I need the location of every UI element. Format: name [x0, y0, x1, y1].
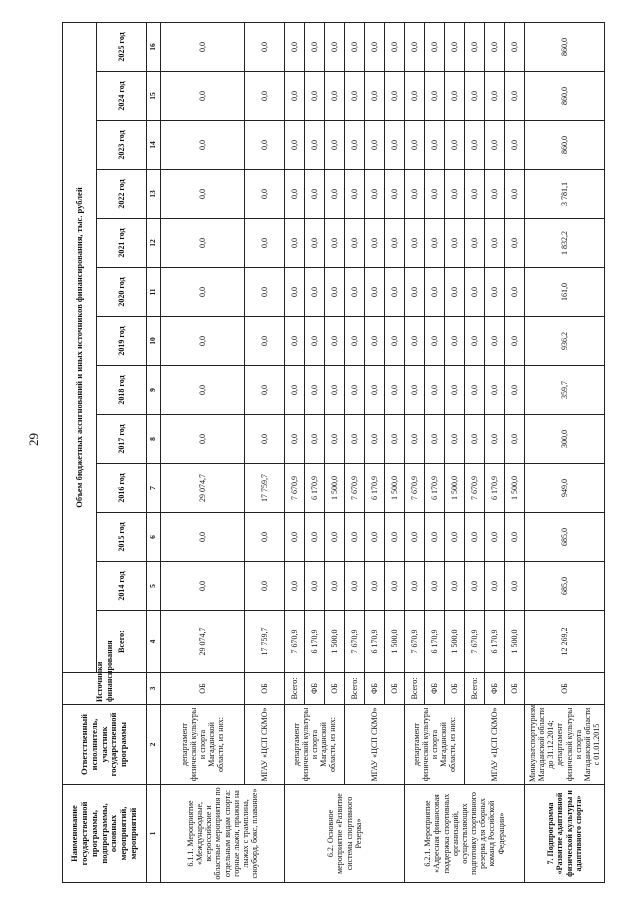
- row-year-value: 0,0: [505, 121, 525, 170]
- row-year-value: 0,0: [445, 415, 465, 464]
- row-year-value: 0,0: [161, 513, 245, 562]
- row-year-value: 0,0: [445, 366, 465, 415]
- row-year-value: 300,0: [525, 415, 605, 464]
- row-year-value: 0,0: [385, 317, 405, 366]
- header-year: 2017 год: [97, 415, 147, 464]
- row-year-value: 0,0: [245, 513, 285, 562]
- row-year-value: 0,0: [465, 219, 485, 268]
- row-total: 7 670,9: [405, 611, 425, 673]
- column-number-cell: 1: [147, 785, 161, 883]
- row-year-value: 0,0: [465, 513, 485, 562]
- row-total: 1 500,0: [385, 611, 405, 673]
- row-year-value: 17 759,7: [245, 464, 285, 513]
- row-year-value: 0,0: [445, 268, 465, 317]
- row-year-value: 0,0: [345, 121, 365, 170]
- row-total: 1 500,0: [505, 611, 525, 673]
- row-year-value: 0,0: [285, 72, 305, 121]
- row-year-value: 0,0: [385, 366, 405, 415]
- row-year-value: 0,0: [245, 317, 285, 366]
- row-year-value: 0,0: [245, 22, 285, 71]
- row-source: ОБ: [385, 673, 405, 705]
- row-year-value: 0,0: [505, 22, 525, 71]
- row-year-value: 0,0: [405, 121, 425, 170]
- row-year-value: 685,0: [525, 513, 605, 562]
- table-row: [345, 22, 365, 882]
- row-year-value: 0,0: [345, 219, 365, 268]
- row-year-value: 0,0: [285, 22, 305, 71]
- row-year-value: 0,0: [465, 317, 485, 366]
- row-year-value: 0,0: [445, 121, 465, 170]
- row-year-value: 6 170,9: [365, 464, 385, 513]
- row-year-value: 0,0: [385, 170, 405, 219]
- row-year-value: 0,0: [445, 170, 465, 219]
- row-year-value: 0,0: [505, 366, 525, 415]
- row-year-value: 0,0: [161, 268, 245, 317]
- row-year-value: 0,0: [485, 268, 505, 317]
- row-year-value: 0,0: [425, 22, 445, 71]
- row-source: ОБ: [161, 673, 245, 705]
- row-year-value: 0,0: [425, 415, 445, 464]
- row-year-value: 0,0: [161, 562, 245, 611]
- row-name: 6.2.1. Мероприятие «Адресная финансовая поддержка спортивных организаций, осуществляющих подготовку спортивного резерва для сборных команд Российской Федерации»: [405, 785, 525, 883]
- row-year-value: 0,0: [305, 219, 325, 268]
- row-year-value: 0,0: [465, 366, 485, 415]
- row-total: 6 170,9: [485, 611, 505, 673]
- row-year-value: 0,0: [405, 268, 425, 317]
- row-name: 6.1.1. Мероприятие «Международные, всероссийские и областные мероприятия по отдельным видам спорта: горные лыжи, прыжки на лыжах с трамплина, сноуборд, бокс, плавание»: [161, 785, 285, 883]
- row-year-value: 0,0: [161, 366, 245, 415]
- row-year-value: 0,0: [485, 366, 505, 415]
- row-year-value: 0,0: [425, 562, 445, 611]
- row-year-value: 0,0: [305, 562, 325, 611]
- row-year-value: 0,0: [385, 219, 405, 268]
- row-year-value: 0,0: [445, 219, 465, 268]
- row-year-value: 0,0: [325, 268, 345, 317]
- row-year-value: 0,0: [485, 121, 505, 170]
- row-year-value: 0,0: [325, 72, 345, 121]
- header-year: 2014 год: [97, 562, 147, 611]
- row-year-value: 0,0: [245, 562, 285, 611]
- row-year-value: 0,0: [345, 170, 365, 219]
- row-year-value: 0,0: [345, 415, 365, 464]
- row-responsible: МГАУ «ЦСП СКМО»: [345, 705, 405, 785]
- row-source: ОБ: [245, 673, 285, 705]
- header-year: 2016 год: [97, 464, 147, 513]
- row-year-value: 0,0: [285, 366, 305, 415]
- row-year-value: 0,0: [485, 72, 505, 121]
- row-source: ФБ: [485, 673, 505, 705]
- header-year: 2025 год: [97, 22, 147, 71]
- header-year: 2015 год: [97, 513, 147, 562]
- row-year-value: 0,0: [325, 317, 345, 366]
- row-year-value: 0,0: [365, 219, 385, 268]
- row-year-value: 949,0: [525, 464, 605, 513]
- row-year-value: 0,0: [161, 121, 245, 170]
- row-year-value: 0,0: [305, 170, 325, 219]
- row-year-value: 0,0: [505, 415, 525, 464]
- row-year-value: 0,0: [425, 72, 445, 121]
- column-number-cell: 14: [147, 121, 161, 170]
- row-year-value: 0,0: [445, 72, 465, 121]
- row-year-value: 0,0: [465, 562, 485, 611]
- row-year-value: 0,0: [325, 22, 345, 71]
- column-number-cell: 8: [147, 415, 161, 464]
- row-year-value: 1 832,2: [525, 219, 605, 268]
- row-year-value: 7 670,9: [405, 464, 425, 513]
- row-responsible: МГАУ «ЦСП СКМО»: [245, 705, 285, 785]
- budget-table: [62, 22, 605, 883]
- row-year-value: 0,0: [405, 562, 425, 611]
- row-year-value: 0,0: [505, 513, 525, 562]
- row-year-value: 0,0: [305, 268, 325, 317]
- column-number-row: [147, 22, 161, 882]
- row-year-value: 0,0: [385, 72, 405, 121]
- row-year-value: 0,0: [465, 72, 485, 121]
- column-number-cell: 9: [147, 366, 161, 415]
- row-total: 6 170,9: [305, 611, 325, 673]
- column-number-cell: 15: [147, 72, 161, 121]
- row-year-value: 0,0: [505, 219, 525, 268]
- row-year-value: 0,0: [325, 415, 345, 464]
- header-source: Источники финансирования: [63, 673, 147, 705]
- row-year-value: 936,2: [525, 317, 605, 366]
- row-year-value: 0,0: [485, 170, 505, 219]
- row-year-value: 359,7: [525, 366, 605, 415]
- row-year-value: 0,0: [405, 513, 425, 562]
- rotated-page: [62, 23, 620, 883]
- row-year-value: 0,0: [365, 317, 385, 366]
- row-year-value: 0,0: [325, 562, 345, 611]
- row-total: 7 670,9: [345, 611, 365, 673]
- row-source: ОБ: [325, 673, 345, 705]
- row-total: 12 269,2: [525, 611, 605, 673]
- row-year-value: 0,0: [161, 170, 245, 219]
- row-year-value: 0,0: [285, 562, 305, 611]
- row-source: Всего:: [345, 673, 365, 705]
- row-year-value: 0,0: [505, 72, 525, 121]
- column-number-cell: 6: [147, 513, 161, 562]
- row-source: ОБ: [505, 673, 525, 705]
- row-year-value: 0,0: [445, 513, 465, 562]
- row-total: 1 500,0: [325, 611, 345, 673]
- row-year-value: 0,0: [425, 366, 445, 415]
- row-year-value: 0,0: [245, 415, 285, 464]
- row-year-value: 0,0: [425, 268, 445, 317]
- row-year-value: 0,0: [385, 415, 405, 464]
- row-year-value: 0,0: [505, 562, 525, 611]
- row-year-value: 0,0: [345, 513, 365, 562]
- row-year-value: 0,0: [305, 72, 325, 121]
- row-year-value: 0,0: [425, 513, 445, 562]
- table-row: [465, 22, 485, 882]
- row-responsible: МГАУ «ЦСП СКМО»: [465, 705, 525, 785]
- row-year-value: 0,0: [485, 415, 505, 464]
- row-year-value: 7 670,9: [465, 464, 485, 513]
- row-year-value: 0,0: [405, 72, 425, 121]
- row-year-value: 0,0: [445, 562, 465, 611]
- column-number-cell: 11: [147, 268, 161, 317]
- row-year-value: 0,0: [405, 415, 425, 464]
- row-source: Всего:: [285, 673, 305, 705]
- row-year-value: 0,0: [245, 219, 285, 268]
- row-source: ОБ: [525, 673, 605, 705]
- row-year-value: 3 781,1: [525, 170, 605, 219]
- row-year-value: 0,0: [285, 317, 305, 366]
- row-name: 7. Подпрограмма «Развитие адаптивной физической культуры и адаптивного спорта»: [525, 785, 605, 883]
- row-year-value: 0,0: [365, 513, 385, 562]
- table-row: [405, 22, 425, 882]
- column-number-cell: 4: [147, 611, 161, 673]
- row-year-value: 0,0: [325, 513, 345, 562]
- row-year-value: 0,0: [325, 121, 345, 170]
- row-total: 7 670,9: [465, 611, 485, 673]
- row-year-value: 0,0: [325, 170, 345, 219]
- row-year-value: 0,0: [161, 219, 245, 268]
- row-year-value: 6 170,9: [485, 464, 505, 513]
- row-year-value: 0,0: [485, 562, 505, 611]
- row-year-value: 6 170,9: [305, 464, 325, 513]
- row-year-value: 0,0: [245, 170, 285, 219]
- row-year-value: 0,0: [465, 121, 485, 170]
- header-year: 2022 год: [97, 170, 147, 219]
- row-year-value: 860,0: [525, 22, 605, 71]
- row-year-value: 0,0: [425, 317, 445, 366]
- row-year-value: 0,0: [305, 513, 325, 562]
- row-total: 6 170,9: [365, 611, 385, 673]
- row-year-value: 0,0: [365, 415, 385, 464]
- row-year-value: 0,0: [425, 121, 445, 170]
- row-year-value: 0,0: [485, 513, 505, 562]
- row-year-value: 0,0: [425, 170, 445, 219]
- row-year-value: 0,0: [365, 268, 385, 317]
- row-year-value: 0,0: [325, 219, 345, 268]
- row-total: 7 670,9: [285, 611, 305, 673]
- header-responsible: Ответственный исполнитель, участник государственной программы: [63, 705, 147, 785]
- row-year-value: 0,0: [365, 562, 385, 611]
- row-year-value: 0,0: [345, 317, 365, 366]
- row-year-value: 0,0: [405, 170, 425, 219]
- row-year-value: 0,0: [285, 415, 305, 464]
- row-year-value: 0,0: [505, 268, 525, 317]
- table-row: [285, 22, 305, 882]
- header-volume: Объем бюджетных ассигнований и иных источников финансирования, тыс. рублей: [63, 22, 97, 672]
- row-year-value: 0,0: [505, 317, 525, 366]
- row-year-value: 0,0: [161, 415, 245, 464]
- row-year-value: 0,0: [365, 22, 385, 71]
- row-year-value: 0,0: [485, 22, 505, 71]
- row-year-value: 860,0: [525, 72, 605, 121]
- column-number-cell: 12: [147, 219, 161, 268]
- row-year-value: 1 500,0: [445, 464, 465, 513]
- row-year-value: 0,0: [405, 22, 425, 71]
- column-number-cell: 10: [147, 317, 161, 366]
- row-total: 1 500,0: [445, 611, 465, 673]
- row-year-value: 0,0: [245, 121, 285, 170]
- row-responsible: Минкультспорттуризм Магаданской области до 31.12.2014; департамент физической культуры и спорта Магаданской области с 01.01.2015: [525, 705, 605, 785]
- header-name: Наименование государственной программы, подпрограммы, основных мероприятий, мероприятий: [63, 785, 147, 883]
- row-year-value: 0,0: [465, 22, 485, 71]
- row-source: ФБ: [305, 673, 325, 705]
- header-year: 2020 год: [97, 268, 147, 317]
- row-year-value: 1 500,0: [385, 464, 405, 513]
- row-total: 17 759,7: [245, 611, 285, 673]
- header-year: 2021 год: [97, 219, 147, 268]
- row-year-value: 0,0: [161, 22, 245, 71]
- row-year-value: 0,0: [365, 121, 385, 170]
- row-total: 29 074,7: [161, 611, 245, 673]
- row-responsible: департамент физической культуры и спорта Магаданской области, из них:: [405, 705, 465, 785]
- row-year-value: 0,0: [385, 513, 405, 562]
- row-responsible: департамент физической культуры и спорта Магаданской области, из них:: [161, 705, 245, 785]
- row-year-value: 0,0: [245, 72, 285, 121]
- header-year: 2018 год: [97, 366, 147, 415]
- row-year-value: 0,0: [345, 22, 365, 71]
- row-year-value: 0,0: [285, 170, 305, 219]
- row-year-value: 1 500,0: [505, 464, 525, 513]
- row-year-value: 0,0: [285, 268, 305, 317]
- row-year-value: 7 670,9: [345, 464, 365, 513]
- row-year-value: 0,0: [445, 22, 465, 71]
- row-year-value: 0,0: [161, 317, 245, 366]
- column-number-cell: 16: [147, 22, 161, 71]
- row-year-value: 0,0: [465, 415, 485, 464]
- row-year-value: 0,0: [485, 317, 505, 366]
- row-year-value: 0,0: [445, 317, 465, 366]
- row-year-value: 0,0: [385, 268, 405, 317]
- row-source: Всего:: [465, 673, 485, 705]
- header-year: 2019 год: [97, 317, 147, 366]
- row-year-value: 0,0: [385, 22, 405, 71]
- row-year-value: 0,0: [345, 366, 365, 415]
- row-year-value: 0,0: [365, 366, 385, 415]
- header-year: 2023 год: [97, 121, 147, 170]
- row-year-value: 0,0: [405, 366, 425, 415]
- column-number-cell: 3: [147, 673, 161, 705]
- row-year-value: 0,0: [245, 366, 285, 415]
- row-year-value: 860,0: [525, 121, 605, 170]
- row-year-value: 0,0: [285, 121, 305, 170]
- row-year-value: 0,0: [505, 170, 525, 219]
- table-row: [245, 22, 285, 882]
- row-year-value: 0,0: [345, 562, 365, 611]
- row-year-value: 685,0: [525, 562, 605, 611]
- row-year-value: 0,0: [305, 121, 325, 170]
- row-year-value: 0,0: [405, 317, 425, 366]
- row-year-value: 0,0: [365, 170, 385, 219]
- row-year-value: 0,0: [465, 170, 485, 219]
- column-number-cell: 5: [147, 562, 161, 611]
- row-year-value: 0,0: [365, 72, 385, 121]
- row-year-value: 0,0: [385, 121, 405, 170]
- row-year-value: 0,0: [385, 562, 405, 611]
- header-total: Всего:: [97, 611, 147, 673]
- row-year-value: 0,0: [465, 268, 485, 317]
- row-year-value: 0,0: [345, 268, 365, 317]
- row-year-value: 0,0: [325, 366, 345, 415]
- row-year-value: 6 170,9: [425, 464, 445, 513]
- page-number: 29: [26, 433, 41, 446]
- row-year-value: 1 500,0: [325, 464, 345, 513]
- table-body: [161, 22, 605, 882]
- row-year-value: 0,0: [485, 219, 505, 268]
- row-source: ОБ: [445, 673, 465, 705]
- row-name: 6.2. Основное мероприятие «Развитие системы спортивного Резерва»: [285, 785, 405, 883]
- row-source: ФБ: [365, 673, 385, 705]
- row-year-value: 0,0: [305, 22, 325, 71]
- row-responsible: департамент физической культуры и спорта Магаданской области, из них:: [285, 705, 345, 785]
- column-number-cell: 2: [147, 705, 161, 785]
- table-row: [161, 22, 245, 882]
- row-year-value: 0,0: [425, 219, 445, 268]
- row-year-value: 0,0: [161, 72, 245, 121]
- row-year-value: 7 670,9: [285, 464, 305, 513]
- row-year-value: 0,0: [305, 415, 325, 464]
- row-source: ФБ: [425, 673, 445, 705]
- row-total: 6 170,9: [425, 611, 445, 673]
- row-year-value: 0,0: [285, 513, 305, 562]
- row-year-value: 0,0: [345, 72, 365, 121]
- column-number-cell: 13: [147, 170, 161, 219]
- row-year-value: 0,0: [305, 366, 325, 415]
- row-year-value: 29 074,7: [161, 464, 245, 513]
- table-row: [525, 22, 605, 882]
- row-year-value: 161,0: [525, 268, 605, 317]
- row-source: Всего:: [405, 673, 425, 705]
- row-year-value: 0,0: [405, 219, 425, 268]
- header-year: 2024 год: [97, 72, 147, 121]
- column-number-cell: 7: [147, 464, 161, 513]
- row-year-value: 0,0: [305, 317, 325, 366]
- row-year-value: 0,0: [285, 219, 305, 268]
- row-year-value: 0,0: [245, 268, 285, 317]
